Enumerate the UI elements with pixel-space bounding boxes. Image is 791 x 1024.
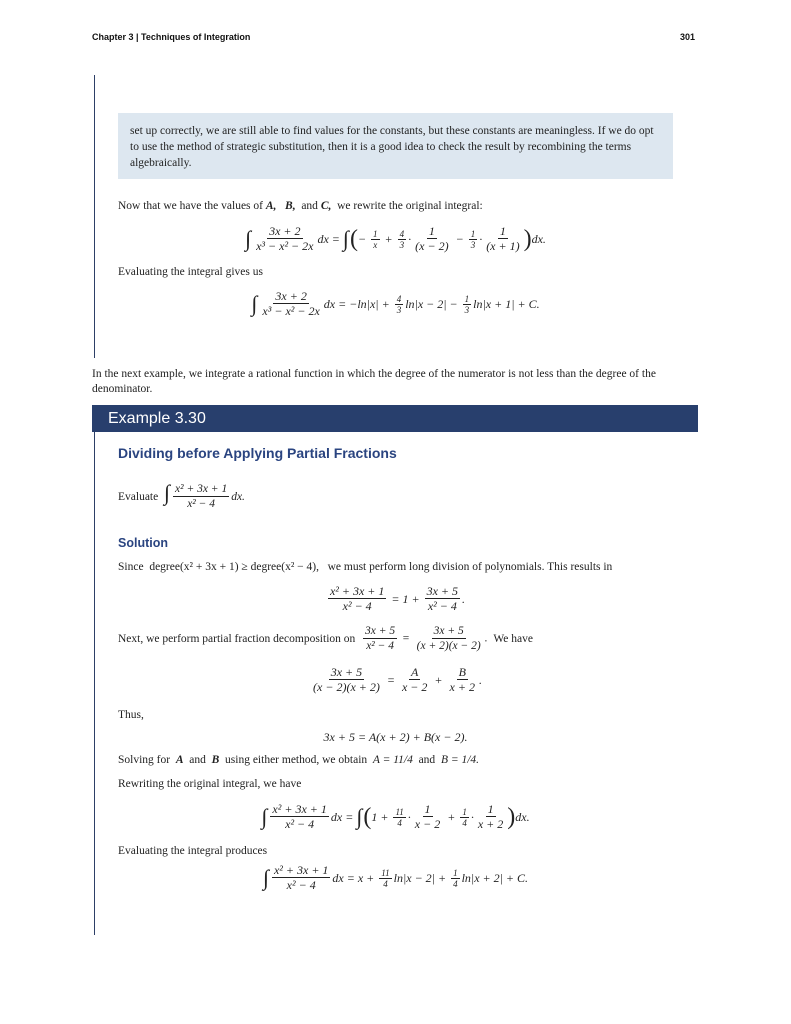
math-text: 1 + xyxy=(371,809,392,824)
denominator: (x − 2)(x + 2) xyxy=(313,680,380,694)
text: and xyxy=(418,754,436,766)
numerator: 1 xyxy=(428,224,435,238)
math-text: dx. xyxy=(531,231,546,246)
denominator: x² − 4 xyxy=(366,640,394,652)
math-text: dx = x + xyxy=(332,870,378,885)
math-text: + xyxy=(431,672,446,687)
math-text: . xyxy=(462,591,466,606)
numerator: 1 xyxy=(499,224,506,238)
denominator: x² − 4 xyxy=(342,599,372,613)
integral-sign: ∫ xyxy=(342,226,349,251)
rewriting-line: Rewriting the original integral, we have xyxy=(118,778,302,790)
denominator: 4 xyxy=(462,817,467,828)
equation-1 xyxy=(0,225,791,253)
math-text: − xyxy=(452,231,467,246)
paren: ( xyxy=(363,804,372,830)
numerator: 3x + 5 xyxy=(426,584,459,598)
fraction xyxy=(484,225,521,253)
numerator: 3x + 5 xyxy=(365,625,396,637)
math-text: − xyxy=(357,231,370,246)
math-text: = 1 + xyxy=(388,591,423,606)
math-expression xyxy=(324,730,468,745)
math-text: . xyxy=(484,632,488,645)
numerator: 3x + 2 xyxy=(269,224,301,238)
math-text: . xyxy=(478,672,482,687)
denominator: 4 xyxy=(397,817,402,828)
math-text: · xyxy=(408,231,412,246)
paren: ) xyxy=(523,226,532,252)
integral-sign: ∫ xyxy=(245,226,252,251)
text: We have xyxy=(493,632,533,645)
denominator: x − 2 xyxy=(414,817,441,831)
math-text: + xyxy=(444,809,459,824)
math-expression xyxy=(361,625,488,653)
var-b: B, xyxy=(285,200,296,212)
math-text: dx = xyxy=(317,231,343,246)
denominator: x³ − x² − 2x xyxy=(262,304,320,318)
text: using either method, we obtain xyxy=(225,754,368,766)
math-expression xyxy=(263,864,528,892)
math-expression xyxy=(326,585,465,613)
denominator: x + 2 xyxy=(477,817,504,831)
solution-heading: Solution xyxy=(118,536,168,550)
fraction xyxy=(173,483,229,511)
numerator: 1 xyxy=(373,228,378,239)
math-expression xyxy=(309,666,482,694)
math-text: dx. xyxy=(231,491,245,503)
numerator: 4 xyxy=(396,293,402,304)
fraction xyxy=(379,868,391,889)
fraction xyxy=(270,803,328,831)
text: Evaluate xyxy=(118,490,159,503)
fraction xyxy=(413,225,450,253)
numerator: 11 xyxy=(395,806,404,817)
equation-6 xyxy=(0,803,791,831)
math-text: · xyxy=(407,809,411,824)
chapter-header: Chapter 3 | Techniques of Integration xyxy=(92,32,251,42)
numerator: x² + 3x + 1 xyxy=(329,584,385,598)
math-text: dx = −ln|x| + xyxy=(323,296,393,311)
numerator: x² + 3x + 1 xyxy=(175,483,228,496)
text: we rewrite the original integral: xyxy=(337,200,483,212)
math-expression xyxy=(261,803,529,831)
math-text: · xyxy=(479,231,483,246)
integral-sign: ∫ xyxy=(163,480,171,505)
a-value: A = 11/4 xyxy=(372,754,413,766)
denominator: 4 xyxy=(383,878,388,889)
page-number: 301 xyxy=(680,32,696,42)
math-text: ln|x − 2| − xyxy=(405,296,461,311)
fraction xyxy=(425,585,460,613)
denominator: x − 2 xyxy=(401,680,428,694)
text: Since xyxy=(118,561,144,573)
numerator: 4 xyxy=(399,228,405,239)
equation-5 xyxy=(0,730,791,745)
denominator: (x + 2)(x − 2) xyxy=(416,640,481,652)
fraction xyxy=(476,803,505,831)
fraction xyxy=(272,864,330,892)
fraction xyxy=(469,229,478,250)
numerator: 1 xyxy=(470,228,476,239)
numerator: 3x + 5 xyxy=(330,665,363,679)
paren: ) xyxy=(507,804,516,830)
numerator: B xyxy=(458,665,466,679)
next-line xyxy=(118,625,533,653)
denominator: 3 xyxy=(399,239,405,250)
text: Solving for xyxy=(118,754,171,766)
note-box: set up correctly, we are still able to find values for the constants, but these constants are meaningless. If we do opt to use the method of strategic substitution, then it is a good idea to check the result by recombining the terms algebraically. xyxy=(118,113,673,179)
var-c: C, xyxy=(320,200,332,212)
numerator: x² + 3x + 1 xyxy=(272,802,327,816)
equation-4 xyxy=(0,666,791,694)
equation-7 xyxy=(0,864,791,892)
math-expression xyxy=(251,290,539,318)
denominator: (x + 1) xyxy=(486,239,520,253)
denominator: (x − 2) xyxy=(415,239,449,253)
fraction xyxy=(400,666,429,694)
denominator: x xyxy=(373,239,378,250)
math-inline: degree(x² + 3x + 1) ≥ degree(x² − 4), xyxy=(149,561,319,573)
b-value: B = 1/4. xyxy=(440,754,480,766)
paragraph-evaluating: Evaluating the integral gives us xyxy=(118,266,263,278)
paren: ( xyxy=(349,226,358,252)
text: and xyxy=(189,754,206,766)
denominator: 3 xyxy=(470,239,476,250)
integral-sign: ∫ xyxy=(262,865,269,890)
math-text: + xyxy=(381,231,396,246)
numerator: 3x + 5 xyxy=(433,625,464,637)
text: Next, we perform partial fraction decomposition on xyxy=(118,632,356,645)
math-expression xyxy=(163,480,245,511)
example-header: Example 3.30 xyxy=(92,405,698,432)
math-text: ln|x + 1| + C. xyxy=(473,296,540,311)
math-text: ln|x + 2| + C. xyxy=(461,870,529,885)
evaluate-expr xyxy=(163,480,245,511)
fraction xyxy=(463,294,472,315)
math-text: dx = xyxy=(330,809,357,824)
integral-sign: ∫ xyxy=(356,804,363,829)
text: we must perform long division of polynomials. This results in xyxy=(327,561,613,573)
solving-line xyxy=(118,753,479,768)
denominator: 3 xyxy=(464,304,470,315)
denominator: x³ − x² − 2x xyxy=(256,239,314,253)
fraction xyxy=(311,666,382,694)
example-title: Dividing before Applying Partial Fractions xyxy=(118,445,397,461)
text: Now that we have the values of xyxy=(118,200,266,212)
math-text: = xyxy=(383,672,398,687)
var-a: A xyxy=(175,754,184,766)
var-a: A, xyxy=(265,200,277,212)
thus-line: Thus, xyxy=(118,709,144,721)
denominator: x² − 4 xyxy=(286,878,316,892)
denominator: x² − 4 xyxy=(285,817,315,831)
equation-3 xyxy=(0,585,791,613)
fraction xyxy=(451,868,460,889)
math-expression xyxy=(245,225,546,253)
numerator: 1 xyxy=(462,806,467,817)
evaluate-line xyxy=(118,480,245,511)
fraction xyxy=(398,229,407,250)
var-b: B xyxy=(211,754,220,766)
numerator: x² + 3x + 1 xyxy=(273,863,329,877)
denominator: 4 xyxy=(453,878,458,889)
fraction xyxy=(460,807,469,828)
fraction xyxy=(393,807,405,828)
numerator: 1 xyxy=(487,802,494,816)
math-text: · xyxy=(470,809,474,824)
numerator: A xyxy=(411,665,419,679)
numerator: 11 xyxy=(381,867,390,878)
fraction xyxy=(260,290,321,318)
denominator: x² − 4 xyxy=(427,599,457,613)
next-expr xyxy=(361,625,488,653)
fraction xyxy=(448,666,477,694)
numerator: 1 xyxy=(453,867,458,878)
math-text: 3x + 5 = A(x + 2) + B(x − 2). xyxy=(323,730,468,744)
evaluating-line: Evaluating the integral produces xyxy=(118,845,268,857)
math-text: = xyxy=(399,632,413,645)
numerator: 1 xyxy=(424,802,431,816)
equation-2 xyxy=(0,290,791,318)
numerator: 3x + 2 xyxy=(275,289,307,303)
fraction xyxy=(328,585,386,613)
fraction xyxy=(395,294,404,315)
text: and xyxy=(301,200,318,212)
denominator: 3 xyxy=(396,304,402,315)
math-text: dx. xyxy=(515,809,530,824)
fraction xyxy=(254,225,315,253)
fraction xyxy=(415,625,483,653)
fraction xyxy=(363,625,397,653)
denominator: x + 2 xyxy=(449,680,475,694)
fraction xyxy=(413,803,442,831)
math-text: ln|x − 2| + xyxy=(393,870,450,885)
paragraph-next-example: In the next example, we integrate a rational function in which the degree of the numerator is not less than the degree of the denominator. xyxy=(92,368,656,395)
integral-sign: ∫ xyxy=(261,804,268,829)
denominator: x² − 4 xyxy=(187,498,216,511)
integral-sign: ∫ xyxy=(251,291,258,316)
paragraph-values xyxy=(118,199,483,214)
since-line xyxy=(118,560,612,575)
fraction xyxy=(371,229,380,250)
numerator: 1 xyxy=(464,293,470,304)
